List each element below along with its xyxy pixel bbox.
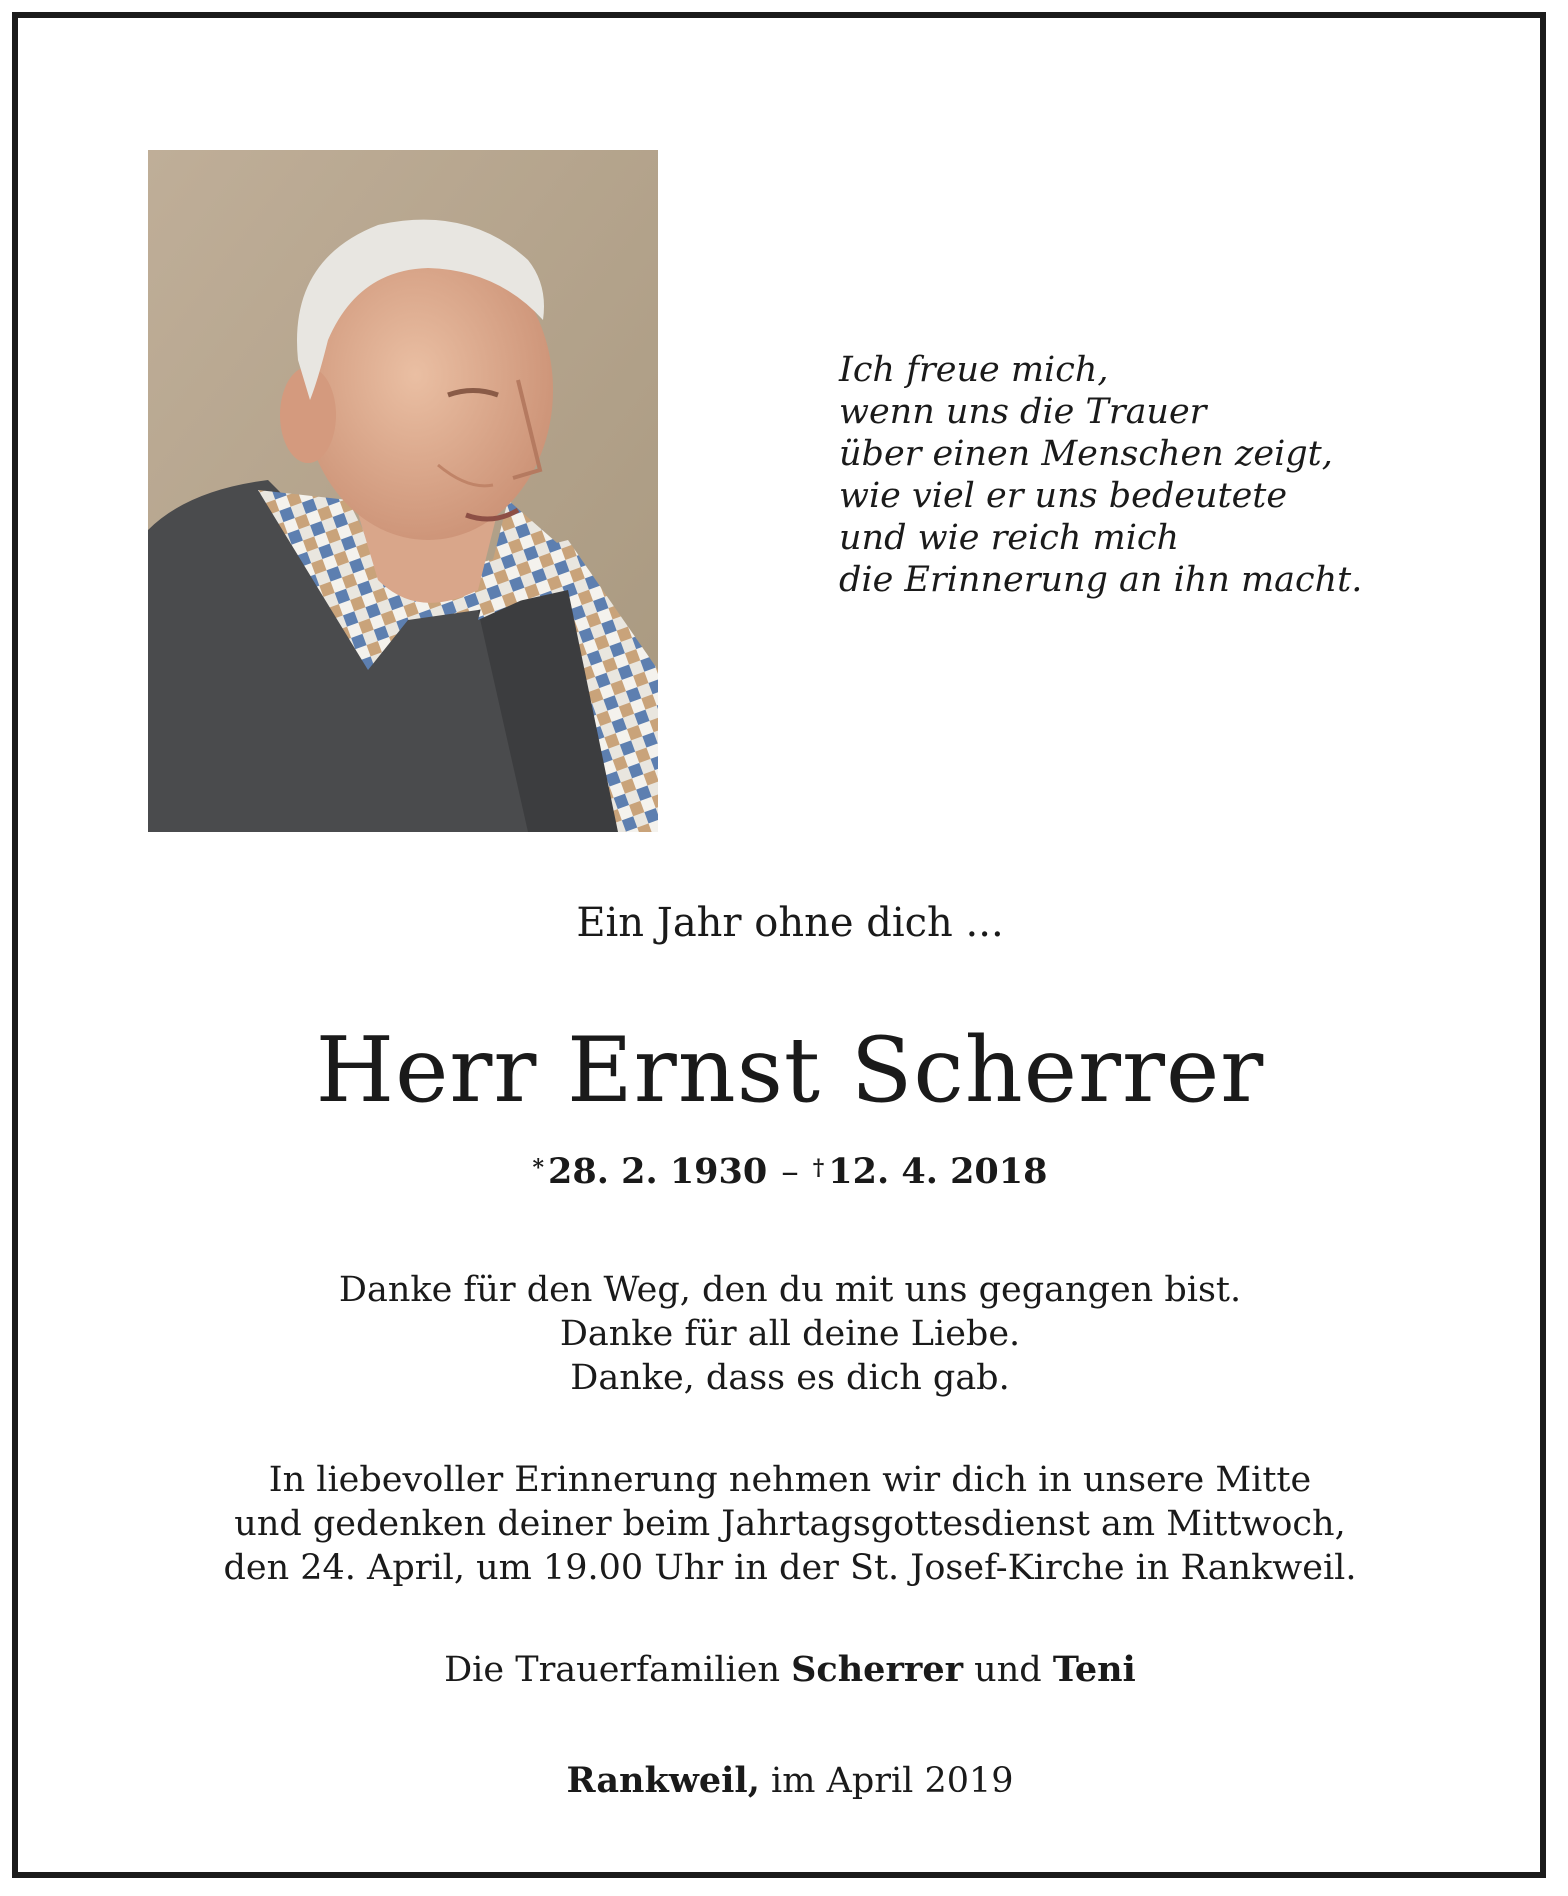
birth-date: 28. 2. 1930 [548,1151,768,1192]
poem-line: wenn uns die Trauer [839,392,1207,432]
poem-line: und wie reich mich [839,518,1180,558]
thanks-text [6,1268,1568,1400]
poem [839,349,1399,601]
death-date: 12. 4. 2018 [828,1151,1048,1192]
family-prefix: Die Trauerfamilien [444,1650,780,1690]
poem-line: über einen Menschen zeigt, [839,434,1333,474]
family-name-teni: Teni [1052,1649,1136,1690]
place-and-date [6,1758,1568,1804]
thanks-line: Danke für den Weg, den du mit uns gegangen bist. [338,1270,1242,1310]
date-separator: – [781,1152,799,1192]
thanks-line: Danke, dass es dich gab. [570,1358,1010,1398]
thanks-line: Danke für all deine Liebe. [559,1314,1021,1354]
obituary-frame [12,12,1546,1878]
portrait-photo [148,150,658,832]
birth-symbol: * [532,1155,545,1181]
memorial-line: und gedenken deiner beim Jahrtagsgottesdienst am Mittwoch, [234,1504,1346,1544]
intro-text: Ein Jahr ohne dich ... [576,900,1004,946]
poem-line: wie viel er uns bedeutete [839,476,1288,516]
deceased-name: Herr Ernst Scherrer [315,1018,1265,1123]
memorial-line: den 24. April, um 19.00 Uhr in der St. Josef-Kirche in Rankweil. [223,1548,1357,1588]
life-dates [6,1149,1568,1195]
poem-line: Ich freue mich, [839,350,1109,390]
memorial-service-text [6,1458,1568,1590]
place-date: im April 2019 [771,1761,1014,1801]
poem-line: die Erinnerung an ihn macht. [839,560,1363,600]
family-connector: und [974,1650,1042,1690]
family-name-scherrer: Scherrer [791,1649,964,1690]
death-symbol: † [812,1155,825,1181]
mourning-families [6,1647,1568,1693]
portrait-illustration [148,150,658,832]
place-city: Rankweil, [566,1760,760,1801]
memorial-line: In liebevoller Erinnerung nehmen wir dich in unsere Mitte [268,1460,1312,1500]
